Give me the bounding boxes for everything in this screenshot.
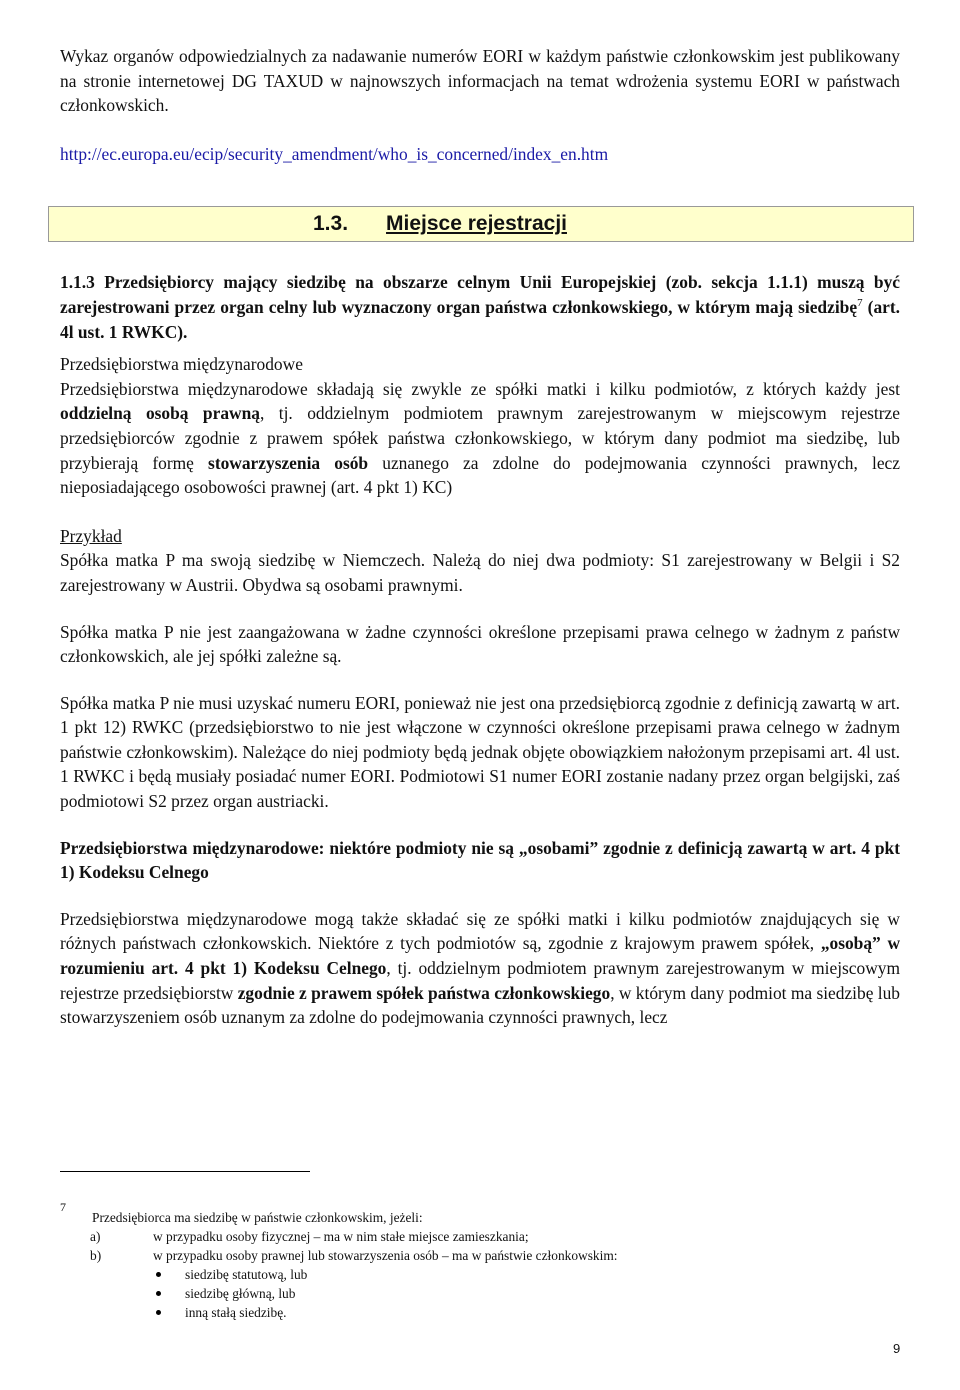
section-heading-bar xyxy=(48,206,914,242)
example-paragraph-2: Spółka matka P nie jest zaangażowana w żadne czynności określone przepisami prawa celnego w żadnym z państw członkowskich, ale jej spółki zależne są. xyxy=(60,621,900,667)
section-number: 1.3. xyxy=(313,212,349,236)
sub-heading-tail: (art. 4l ust. 1 RWKC). xyxy=(60,296,900,342)
bullet-text: siedzibę statutową, lub xyxy=(185,1267,308,1282)
bold-heading-text: Przedsiębiorstwa międzynarodowe: niektóre podmioty nie są „osobami” zgodnie z definicją zawartą w art. 4 pkt 1) Kodeksu Celnego xyxy=(60,837,900,883)
footnote-intro: Przedsiębiorca ma siedzibę w państwie członkowskim, jeżeli: xyxy=(92,1210,423,1225)
sub-heading-text: 1.1.3 Przedsiębiorcy mający siedzibę na obszarze celnym Unii Europejskiej (zob. sekcja 1.1.1) muszą być zarejestrowani przez organ celny lub wyznaczony organ państwa członkowskiego, w którym mają siedzibę xyxy=(60,272,900,317)
footnotes xyxy=(60,1202,900,1322)
footnote-bullet xyxy=(60,1284,900,1303)
link-line xyxy=(60,142,900,167)
footnote-ref[interactable]: 7 xyxy=(857,297,863,310)
footnote-item-text: w przypadku osoby prawnej lub stowarzyszenia osób – ma w państwie członkowskim: xyxy=(153,1248,618,1263)
last-text-a: Przedsiębiorstwa międzynarodowe mogą także składać się ze spółki matki i kilku podmiotów znajdujących się w różnych państwach członkowskich. Niektóre z tych podmiotów są, zgodnie z krajowym prawem spółek, xyxy=(60,908,900,954)
bullet-text: inną stałą siedzibę. xyxy=(185,1305,287,1320)
bullet-icon xyxy=(156,1310,161,1315)
footnote-intro-row xyxy=(60,1200,900,1225)
footnote-item xyxy=(60,1227,900,1246)
intl-text-e: uznanego za zdolne do podejmowania czynności prawnych, lecz nieposiadającego osobowości prawnej (art. 4 pkt 1) KC) xyxy=(60,452,900,498)
footnote-separator xyxy=(60,1171,310,1172)
footnote-item xyxy=(60,1246,900,1265)
last-paragraph xyxy=(60,907,900,1030)
page-number: 9 xyxy=(893,1341,901,1356)
intl-title: Przedsiębiorstwa międzynarodowe xyxy=(60,354,303,375)
sub-heading xyxy=(60,270,900,344)
document-body xyxy=(60,44,900,1030)
last-text-c: , tj. oddzielnym podmiotem prawnym zarejestrowanym w miejscowym rejestrze przedsiębiorstw xyxy=(60,958,900,1003)
bullet-icon xyxy=(156,1291,161,1296)
intl-text-bold-1: oddzielną osobą prawną xyxy=(60,403,260,424)
intl-paragraph xyxy=(60,377,900,500)
intl-text-c: , tj. oddzielnym podmiotem prawnym zarejestrowanym w miejscowym rejestrze przedsiębiorców zgodnie z prawem spółek państwa członkowskiego, w którym dany podmiot ma siedzibę, lub przybierają formę xyxy=(60,403,900,473)
footnote-item-letter: b) xyxy=(90,1248,102,1263)
last-text-e: , w którym dany podmiot ma siedzibę lub stowarzyszeniem osób uznanym za zdolne do podejmowania czynności prawnych, lecz xyxy=(60,982,900,1028)
footnote-mark: 7 xyxy=(60,1200,66,1214)
footnote-item-text: w przypadku osoby fizycznej – ma w nim stałe miejsce zamieszkania; xyxy=(153,1229,529,1244)
example-title: Przykład xyxy=(60,525,122,546)
bullet-icon xyxy=(156,1272,161,1277)
intro-paragraph: Wykaz organów odpowiedzialnych za nadawanie numerów EORI w każdym państwie członkowskim jest publikowany na stronie internetowej DG TAXUD w najnowszych informacjach na temat wdrożenia systemu EORI w państwach członkowskich. xyxy=(60,46,900,116)
example-paragraph-3: Spółka matka P nie musi uzyskać numeru EORI, ponieważ nie jest ona przedsiębiorcą zgodnie z definicją zawartą w art. 1 pkt 12) RWKC (przedsiębiorstwo to nie jest włączone w czynności określone przepisami prawa celnego w żadnym państwie członkowskim). Należące do niej podmioty będą jednak objęte obowiązkiem nałożonym przepisami art. 4l ust. 1 RWKC i będą musiały posiadać numer EORI. Podmiotowi S1 numer EORI zostanie nadany przez organ belgijski, zaś podmiotowi S2 przez organ austriacki. xyxy=(60,692,900,812)
taxud-link[interactable]: http://ec.europa.eu/ecip/security_amendment/who_is_concerned/index_en.htm xyxy=(60,143,609,164)
footnote-item-letter: a) xyxy=(90,1229,101,1244)
section-title: Miejsce rejestracji xyxy=(386,212,567,236)
last-text-bold-1: „osobą” w rozumieniu art. 4 pkt 1) Kodeksu Celnego xyxy=(60,933,901,979)
example-paragraph-1: Spółka matka P ma swoją siedzibę w Niemczech. Należą do niej dwa podmioty: S1 zarejestrowany w Belgii i S2 zarejestrowany w Austrii. Obydwa są osobami prawnymi. xyxy=(60,550,900,595)
intl-text-bold-2: stowarzyszenia osób xyxy=(208,452,369,473)
footnote-bullet xyxy=(60,1303,900,1322)
last-text-bold-2: zgodnie z prawem spółek państwa członkowskiego xyxy=(237,982,611,1003)
footnote-bullet xyxy=(60,1265,900,1284)
intl-text-a: Przedsiębiorstwa międzynarodowe składają się zwykle ze spółki matki i kilku podmiotów, z których każdy jest xyxy=(60,378,900,399)
bold-heading xyxy=(60,836,900,885)
bullet-text: siedzibę główną, lub xyxy=(185,1286,296,1301)
